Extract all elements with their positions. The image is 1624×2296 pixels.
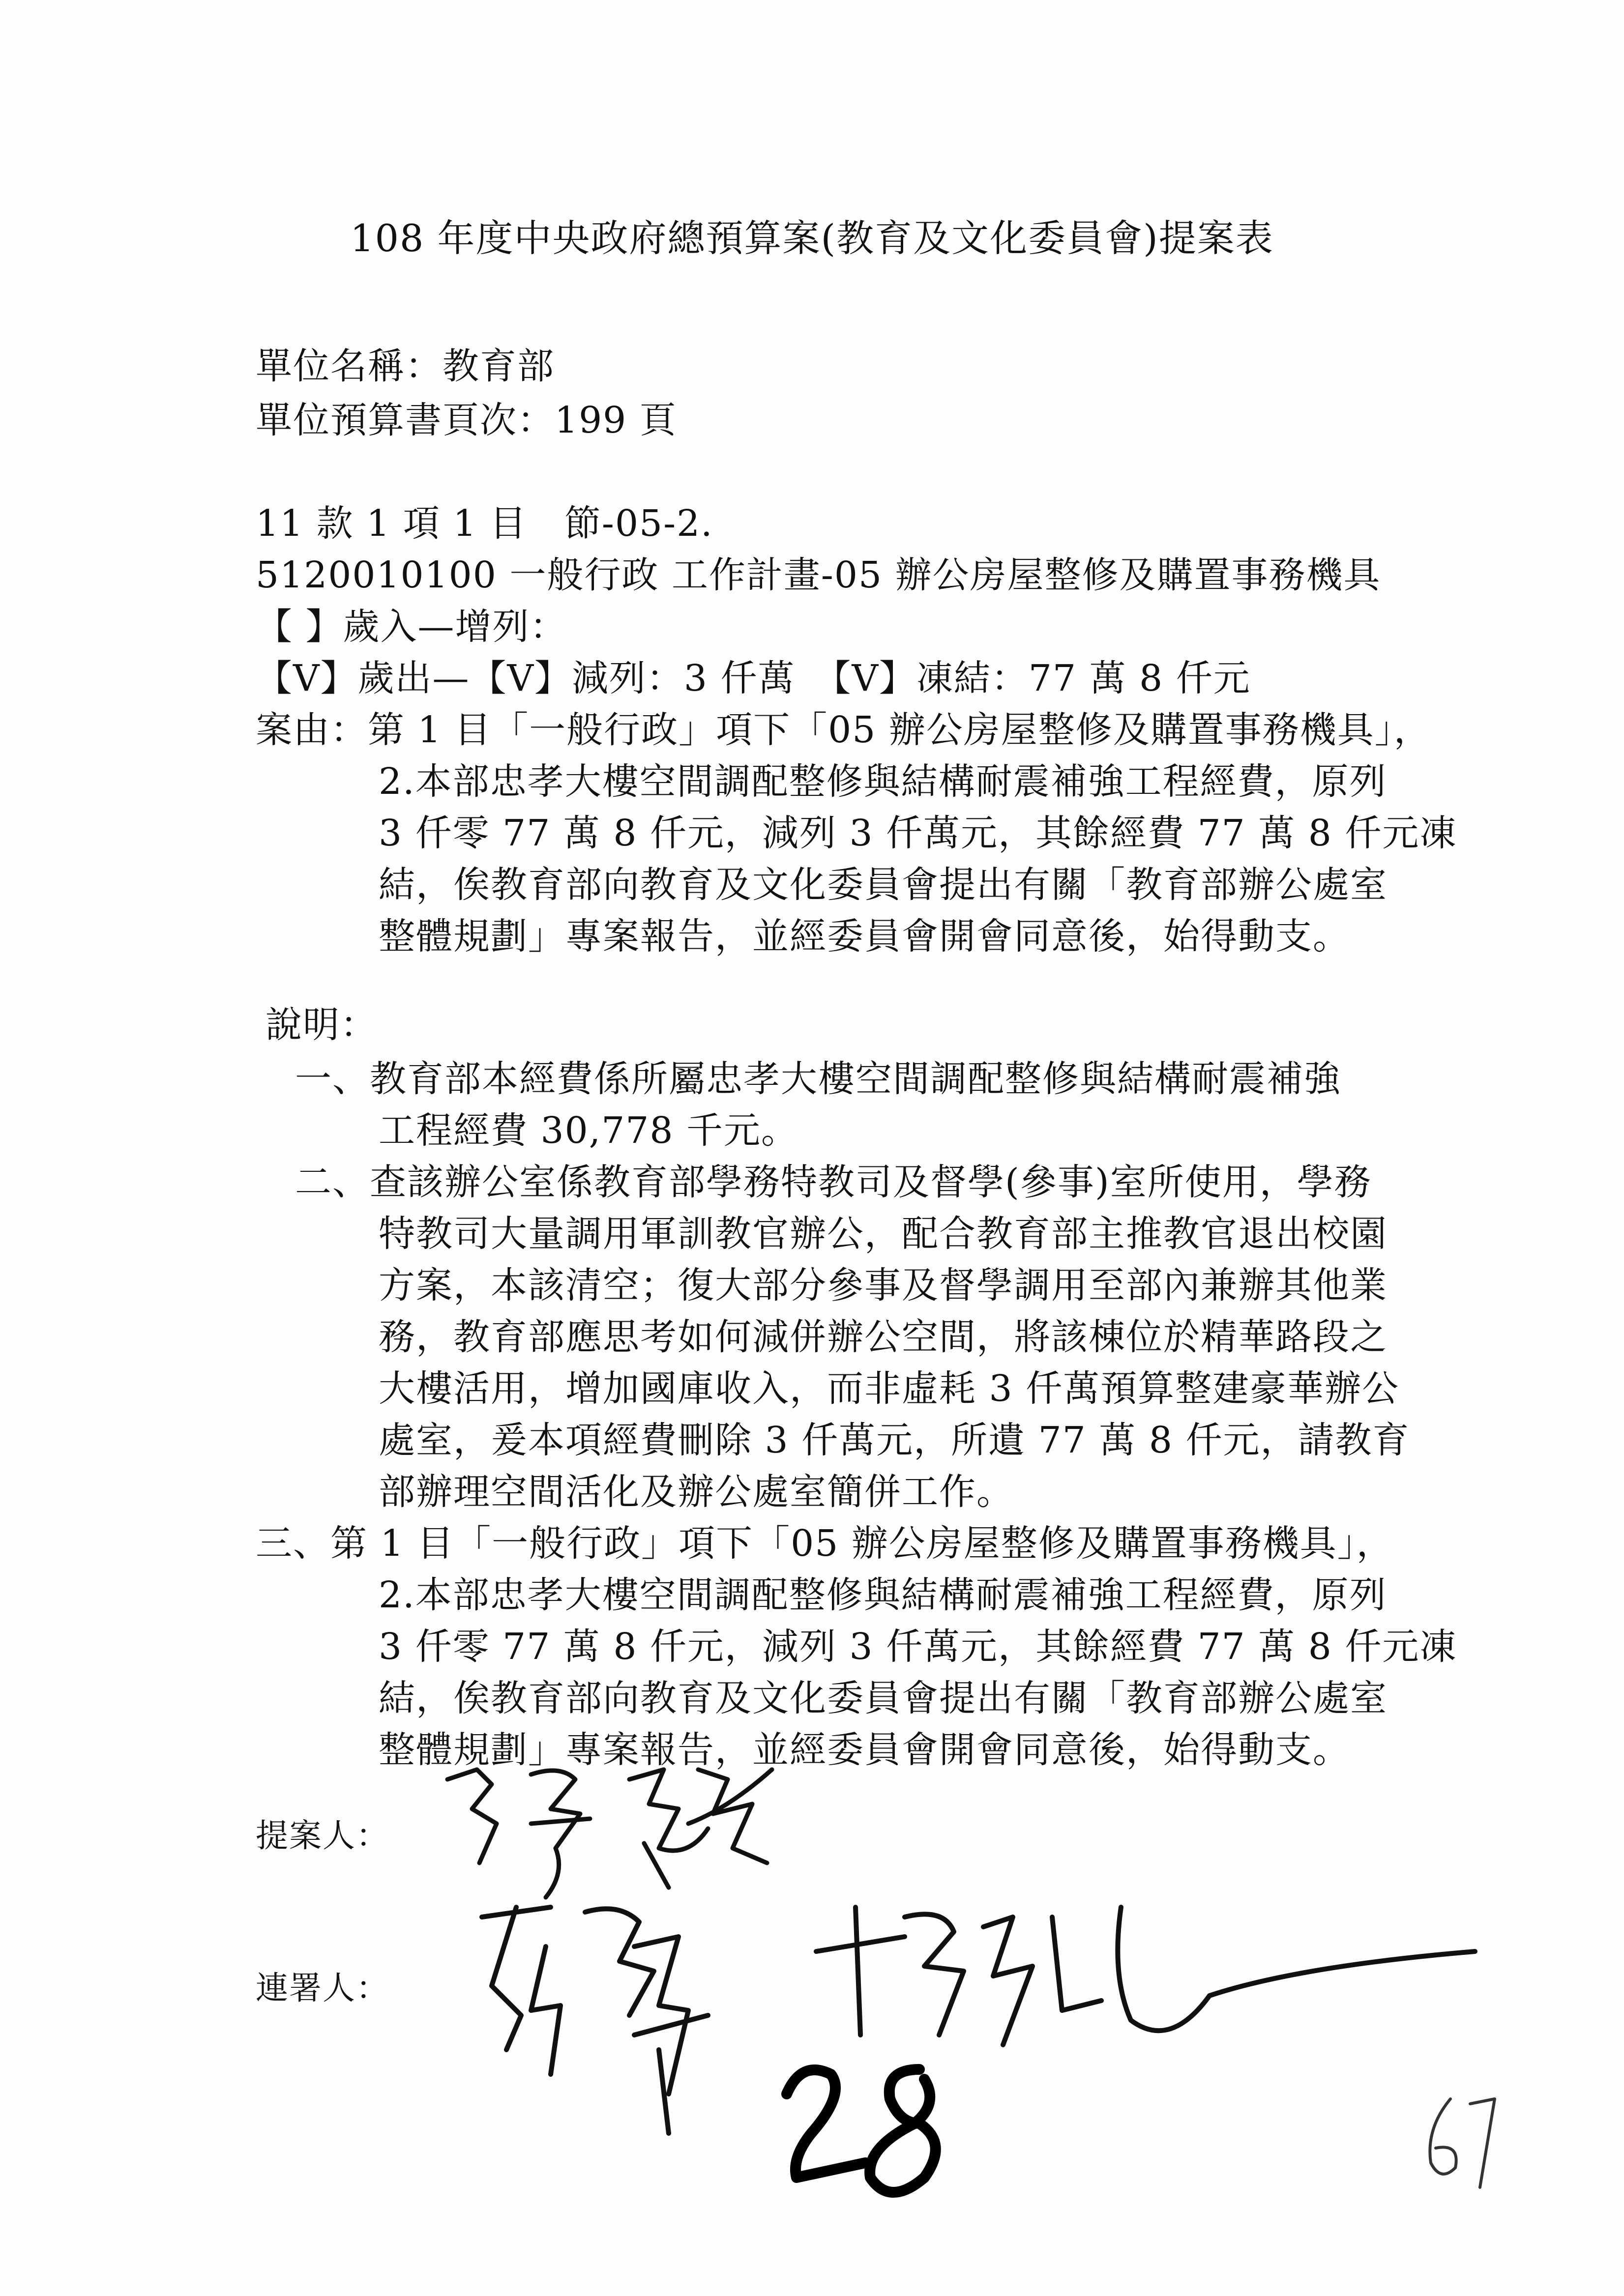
document-title: 108 年度中央政府總預算案(教育及文化委員會)提案表 [350,216,1274,260]
unit-budget-page: 單位預算書頁次：199 頁 [256,399,677,441]
explanation-line: 處室，爰本項經費刪除 3 仟萬元，所遺 77 萬 8 仟元，請教育 [379,1419,1410,1461]
unit-name: 單位名稱：教育部 [256,345,555,387]
explanation-line: 結，俟教育部向教育及文化委員會提出有關「教育部辦公處室 [379,1677,1388,1719]
case-reason-line: 結，俟教育部向教育及文化委員會提出有關「教育部辦公處室 [379,864,1388,906]
explanation-line: 整體規劃」專案報告，並經委員會開會同意後，始得動支。 [379,1729,1350,1771]
item-code: 11 款 1 項 1 目 節-05-2. [256,502,713,545]
explanation-heading: 說明： [266,1004,378,1046]
explanation-line: 二、查該辦公室係教育部學務特教司及督學(參事)室所使用，學務 [295,1161,1372,1203]
cosigner-label: 連署人： [256,1969,389,2007]
explanation-line: 方案，本該清空；復大部分參事及督學調用至部內兼辦其他業 [379,1264,1388,1307]
proposer-signature [433,1750,787,1907]
expense-line: 【V】歲出—【V】減列：3 仟萬 【V】凍結：77 萬 8 仟元 [256,657,1251,699]
page-mark [1416,2089,1505,2192]
handwritten-number [777,2050,954,2217]
explanation-line: 一、教育部本經費係所屬忠孝大樓空間調配整修與結構耐震補強 [295,1058,1341,1100]
explanation-line: 部辦理空間活化及辦公處室簡併工作。 [379,1471,1014,1513]
case-reason-line: 3 仟零 77 萬 8 仟元，減列 3 仟萬元，其餘經費 77 萬 8 仟元凍 [379,812,1457,854]
program-line: 5120010100 一般行政 工作計畫-05 辦公房屋整修及購置事務機具 [256,554,1381,596]
proposer-label: 提案人： [256,1817,389,1855]
cosigner-signature-2 [806,1888,1495,2064]
explanation-line: 三、第 1 目「一般行政」項下「05 辦公房屋整修及購置事務機具」， [256,1522,1394,1565]
case-reason-line: 2.本部忠孝大樓空間調配整修與結構耐震補強工程經費，原列 [379,760,1387,803]
explanation-line: 務，教育部應思考如何減併辦公空間，將該棟位於精華路段之 [379,1316,1388,1358]
cosigner-signature-1 [472,1888,728,2143]
case-reason-line: 案由：第 1 目「一般行政」項下「05 辦公房屋整修及購置事務機具」， [256,709,1431,751]
explanation-line: 大樓活用，增加國庫收入，而非虛耗 3 仟萬預算整建豪華辦公 [379,1367,1400,1410]
explanation-line: 3 仟零 77 萬 8 仟元，減列 3 仟萬元，其餘經費 77 萬 8 仟元凍 [379,1626,1457,1668]
explanation-line: 工程經費 30,778 千元。 [379,1109,798,1152]
revenue-line: 【 】歲入—增列： [256,606,567,648]
explanation-line: 特教司大量調用軍訓教官辦公，配合教育部主推教官退出校園 [379,1213,1388,1255]
case-reason-line: 整體規劃」專案報告，並經委員會開會同意後，始得動支。 [379,915,1350,958]
explanation-line: 2.本部忠孝大樓空間調配整修與結構耐震補強工程經費，原列 [379,1574,1387,1616]
